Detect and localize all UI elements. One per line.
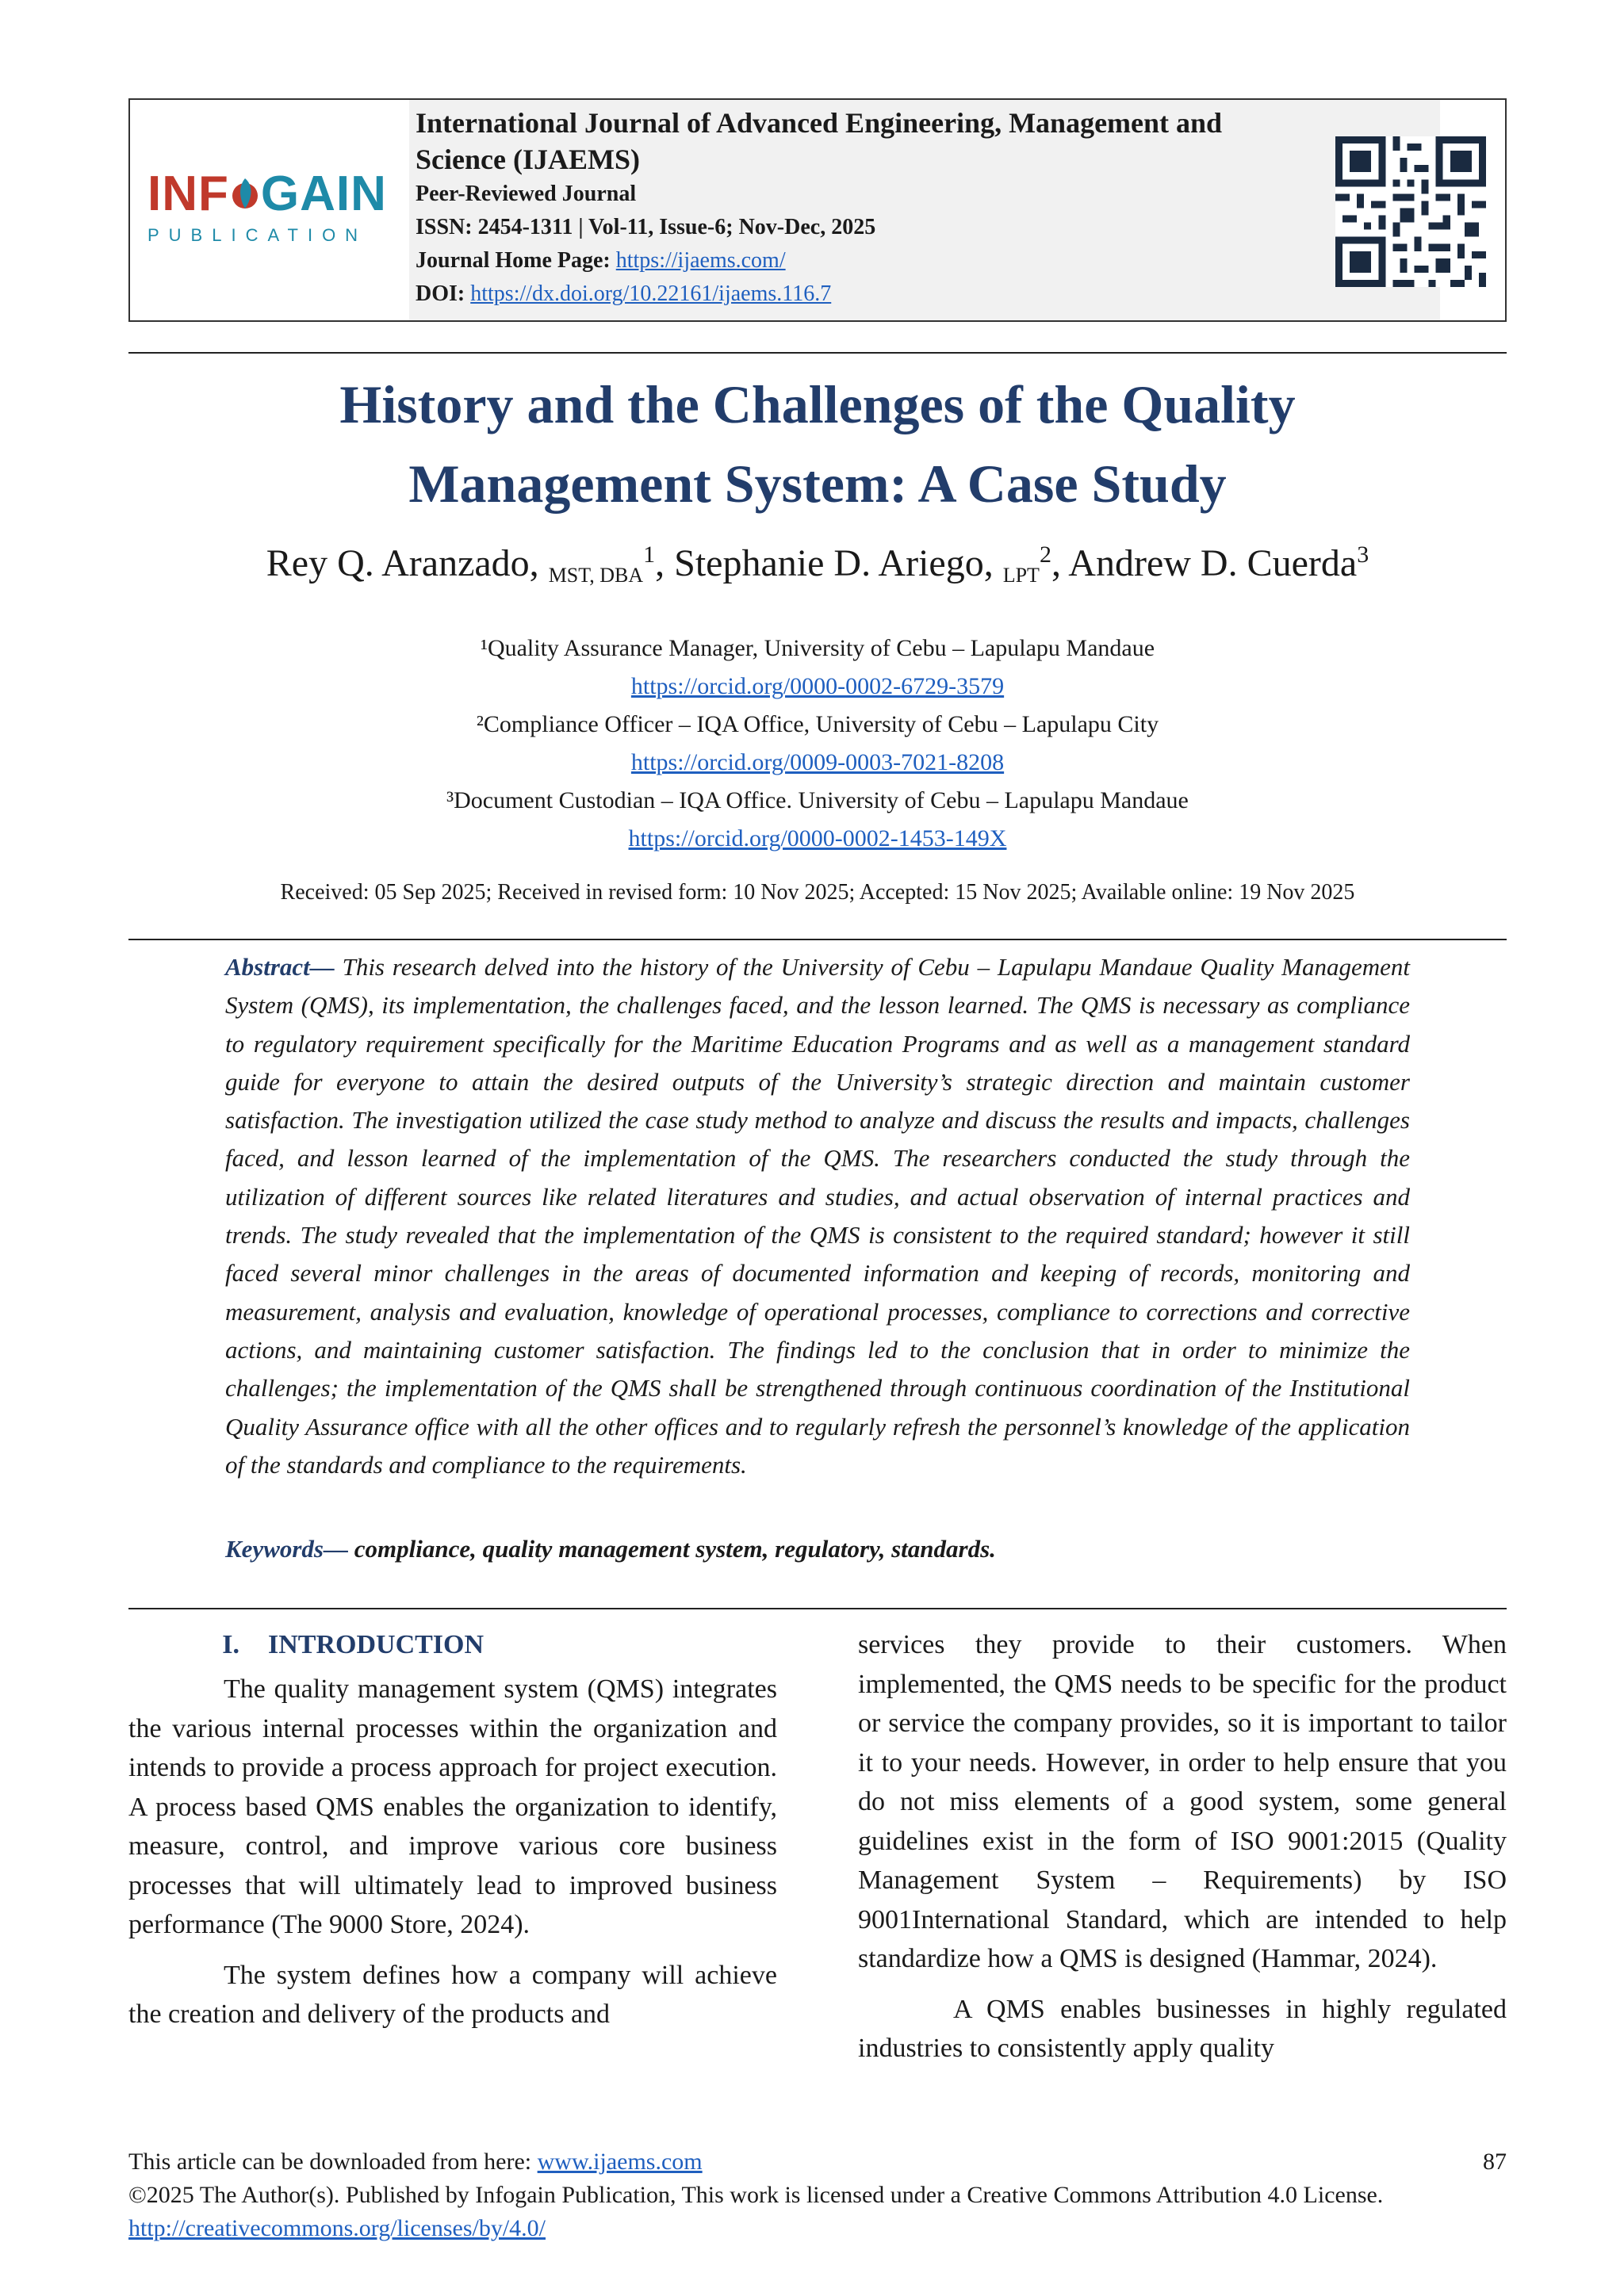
infogain-logo	[147, 166, 387, 265]
affiliation-3: ³Document Custodian – IQA Office. University of Cebu – Lapulapu Mandaue	[446, 787, 1189, 813]
paper-title-line-2: Management System: A Case Study	[408, 453, 1227, 514]
logo-text-inf: INF	[147, 166, 229, 221]
doi-label: DOI:	[416, 281, 465, 306]
issn-line: ISSN: 2454-1311 | Vol-11, Issue-6; Nov-Dec, 2025	[416, 215, 876, 239]
author-3-name: , Andrew D. Cuerda	[1051, 542, 1358, 584]
license-link[interactable]: http://creativecommons.org/licenses/by/4.0/	[128, 2215, 546, 2241]
journal-title: International Journal of Advanced Engineering, Management and Science (IJAEMS)	[416, 107, 1223, 175]
author-2-affiliation-mark: 2	[1039, 541, 1051, 568]
author-1-name: Rey Q. Aranzado,	[266, 542, 539, 584]
author-1-affiliation-mark: 1	[643, 541, 656, 568]
abstract-top-rule	[128, 939, 1507, 940]
page-number: 87	[1483, 2149, 1507, 2175]
author-list	[128, 530, 1507, 601]
keywords-text: compliance, quality management system, regulatory, standards.	[348, 1535, 996, 1563]
page-footer	[128, 2145, 1507, 2245]
logo-subtitle: PUBLICATION	[147, 225, 368, 245]
orcid-link-2[interactable]: https://orcid.org/0009-0003-7021-8208	[630, 749, 1005, 775]
doi-line	[416, 277, 1440, 311]
home-page-label: Journal Home Page:	[416, 248, 611, 273]
intro-paragraph-2-continued: services they provide to their customers. When implemented, the QMS needs to be specific for the product or service the company provides, so it is important to tailor it to your needs. However, in order to help ensure that you do not miss elements of a good system, some general guidelines exist in the form of ISO 9001:2015 (Quality Management System – Requirements) by ISO 9001International Standard, which are intended to help standardize how a QMS is designed (Hammar, 2024).	[858, 1630, 1507, 1973]
affiliation-1: ¹Quality Assurance Manager, University of Cebu – Lapulapu Mandaue	[480, 635, 1155, 661]
download-link[interactable]: www.ijaems.com	[537, 2149, 703, 2175]
license-text: ©2025 The Author(s). Published by Infogain Publication, This work is licensed under a Creative Commons Attribution 4.0 License.	[128, 2182, 1384, 2208]
doi-link[interactable]: https://dx.doi.org/10.22161/ijaems.116.7	[470, 281, 832, 306]
logo-leaf-icon	[229, 174, 261, 213]
peer-reviewed-label: Peer-Reviewed Journal	[416, 182, 637, 206]
right-column	[858, 1625, 1507, 2080]
home-page-line	[416, 244, 1440, 277]
affiliation-2: ²Compliance Officer – IQA Office, University of Cebu – Lapulapu City	[476, 711, 1159, 737]
home-page-link[interactable]: https://ijaems.com/	[615, 248, 786, 273]
title-top-rule	[128, 352, 1507, 354]
author-3-affiliation-mark: 3	[1357, 541, 1369, 568]
download-label: This article can be downloaded from here:	[128, 2149, 532, 2175]
abstract-label: Abstract—	[225, 953, 335, 981]
author-2-name: , Stephanie D. Ariego,	[655, 542, 994, 584]
affiliations	[128, 629, 1507, 858]
journal-info-panel	[409, 100, 1440, 320]
left-column	[128, 1625, 777, 2045]
abstract-text: This research delved into the history of the University of Cebu – Lapulapu Mandaue Quality Management System (QMS), its implementation, the challenges faced, and the lesson learned. The QMS is necessary as compliance to regulatory requirement specifically for the Maritime Education Programs and as well as a management standard guide for everyone to attain the desired outputs of the University’s strategic direction and maintain customer satisfaction. The investigation utilized the case study method to analyze and discuss the results and impacts, challenges faced, and lesson learned of the implementation of the QMS. The researchers conducted the study through the utilization of different sources like related literatures and studies, and actual observation of internal practices and trends. The study revealed that the implementation of the QMS is consistent to the required standard; however it still faced several minor challenges in the areas of documented information and keeping of records, monitoring and measurement, analysis and evaluation, knowledge of operational processes, compliance to corrections and corrective actions, and maintaining customer satisfaction. The findings led to the conclusion that in order to minimize the challenges; the implementation of the QMS shall be strengthened through continuous coordination of the Institutional Quality Assurance office with all the other offices and to regularly refresh the personnel’s knowledge of the application of the standards and compliance to the requirements.	[225, 953, 1410, 1479]
logo-text-gain: GAIN	[260, 166, 387, 221]
qr-code-icon	[1335, 136, 1486, 287]
paper-title-line-1: History and the Challenges of the Quality	[339, 374, 1296, 434]
intro-paragraph-3: A QMS enables businesses in highly regulated industries to consistently apply quality	[858, 1994, 1507, 2063]
publication-dates: Received: 05 Sep 2025; Received in revised form: 10 Nov 2025; Accepted: 15 Nov 2025; Available online: 19 Nov 2025	[280, 880, 1355, 905]
orcid-link-3[interactable]: https://orcid.org/0000-0002-1453-149X	[628, 825, 1007, 851]
section-number: I.	[222, 1630, 239, 1659]
section-heading-introduction	[128, 1625, 777, 1665]
author-2-credentials: LPT	[1002, 564, 1040, 587]
abstract-bottom-rule	[128, 1608, 1507, 1609]
keywords-label: Keywords—	[225, 1535, 348, 1563]
journal-header-box	[128, 98, 1507, 322]
orcid-link-1[interactable]: https://orcid.org/0000-0002-6729-3579	[630, 673, 1005, 699]
intro-paragraph-1: The quality management system (QMS) integrates the various internal processes within the organization and intends to provide a process approach for project execution. A process based QMS enables the organization to identify, measure, control, and improve various core business processes that will ultimately lead to improved business performance (The 9000 Store, 2024).	[128, 1674, 777, 1939]
paper-title	[128, 365, 1507, 523]
keywords	[225, 1530, 1410, 1568]
author-1-credentials: MST, DBA	[548, 564, 644, 587]
intro-paragraph-2: The system defines how a company will achieve the creation and delivery of the products and	[128, 1960, 777, 2029]
section-title: INTRODUCTION	[268, 1630, 485, 1659]
abstract	[225, 948, 1410, 1484]
